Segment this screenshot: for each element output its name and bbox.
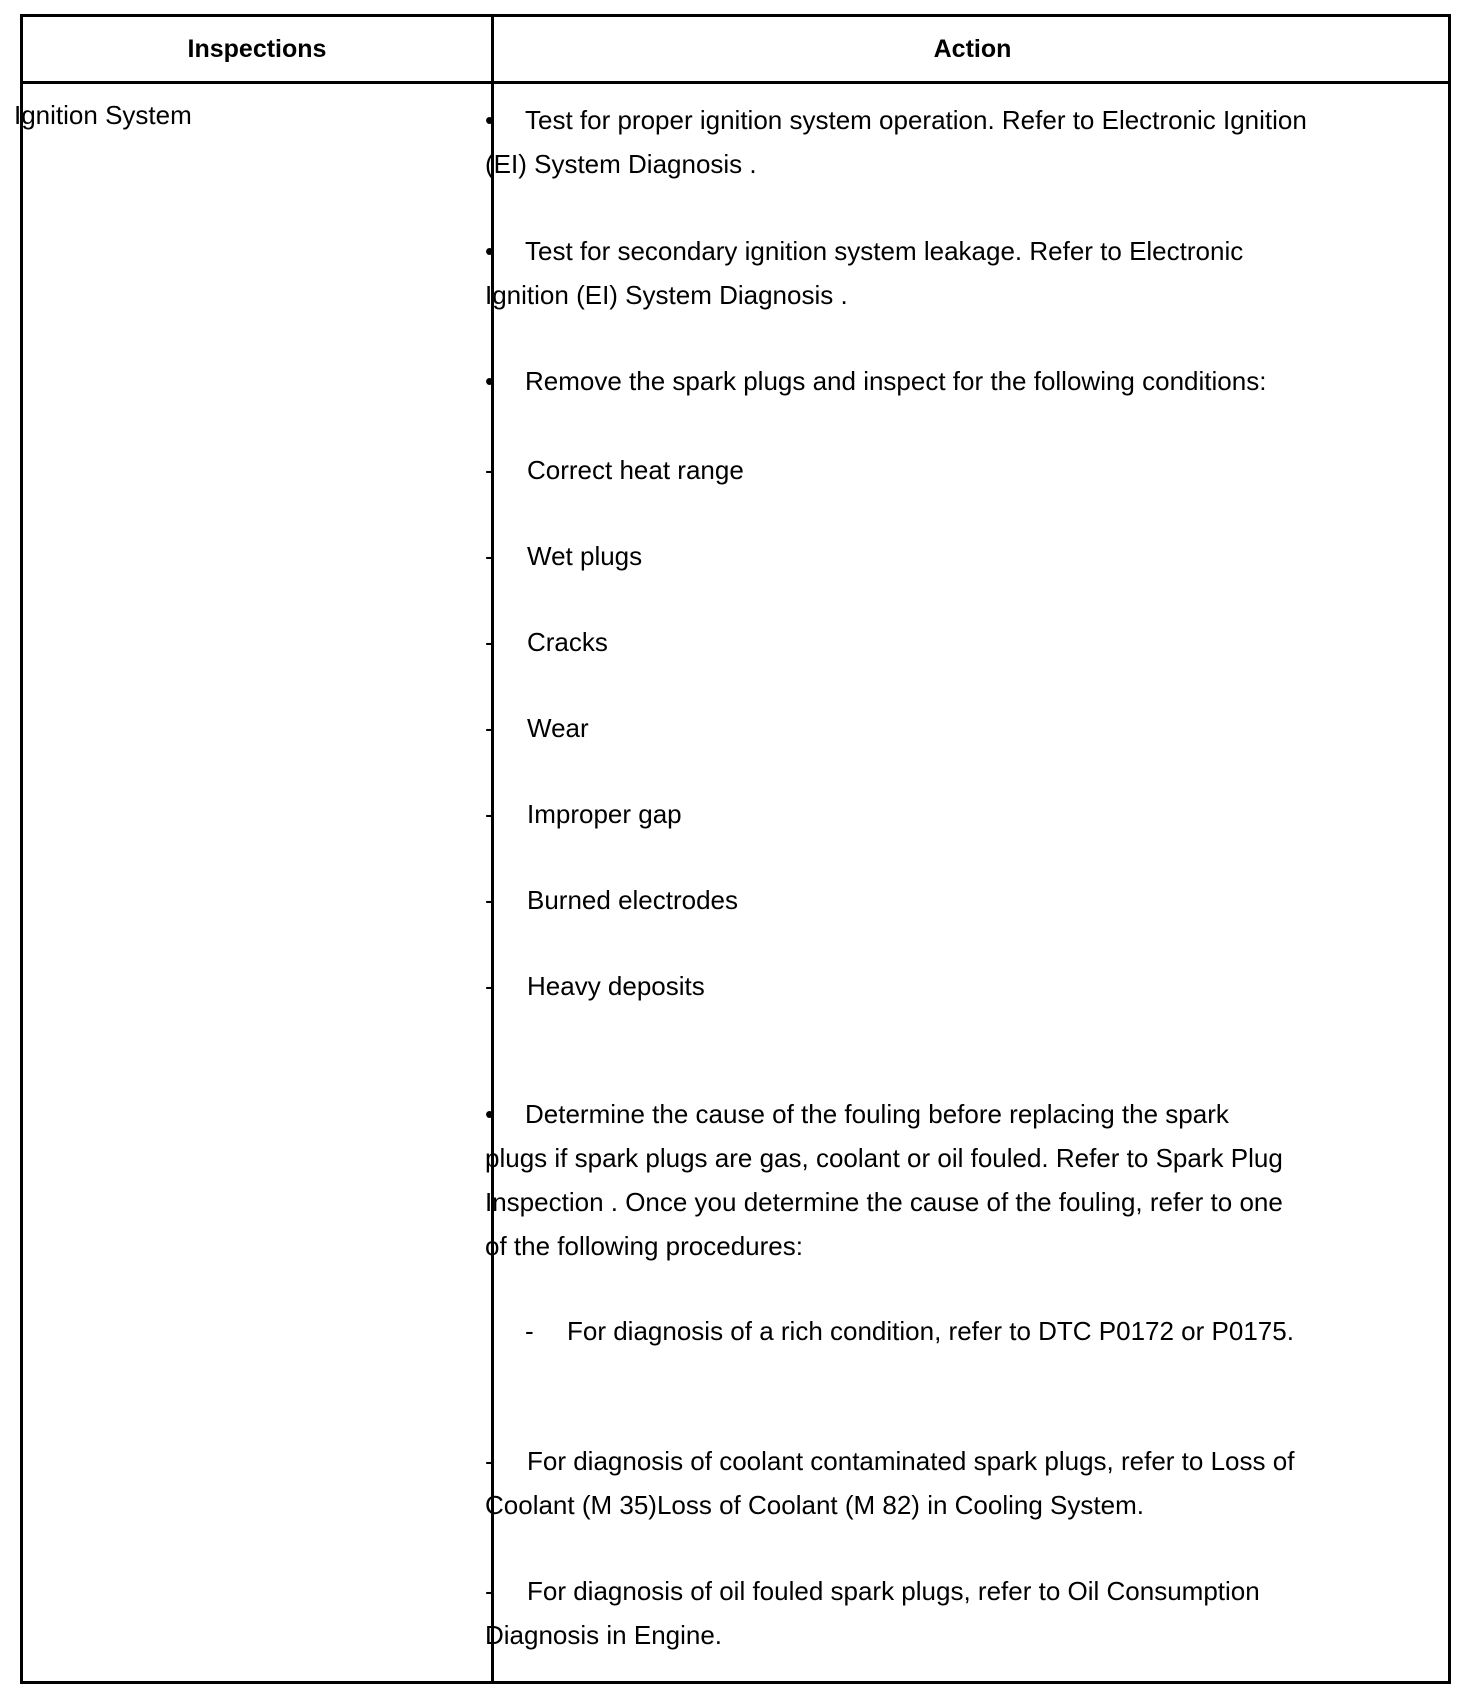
action-item: [485, 1092, 1365, 1268]
condition-text: Cracks: [527, 627, 608, 657]
procedure-text: For diagnosis of a rich condition, refer to DTC P0172 or P0175.: [567, 1316, 1294, 1346]
action-text: Remove the spark plugs and inspect for the following conditions:: [525, 366, 1267, 396]
header-action: Action: [933, 35, 1012, 63]
dash-marker: -: [485, 799, 494, 829]
action-text: (EI) System Diagnosis .: [485, 149, 757, 179]
condition-text: Wet plugs: [527, 541, 643, 571]
dash-marker: -: [525, 1316, 534, 1346]
condition-item: [485, 878, 1365, 922]
procedure-item: [485, 1439, 1365, 1527]
inspection-cell: Ignition System: [14, 100, 192, 130]
bullet-marker: •: [485, 236, 495, 266]
action-item: [485, 359, 1365, 403]
action-text: of the following procedures:: [485, 1231, 803, 1261]
action-text: Ignition (EI) System Diagnosis .: [485, 280, 848, 310]
condition-item: [485, 706, 1365, 750]
bullet-marker: •: [485, 1099, 495, 1129]
procedure-text: Coolant (M 35)Loss of Coolant (M 82) in Cooling System.: [485, 1490, 1144, 1520]
condition-item: [485, 448, 1365, 492]
procedure-text: For diagnosis of oil fouled spark plugs, refer to Oil Consumption: [527, 1576, 1260, 1606]
action-item: [485, 229, 1365, 317]
condition-item: [485, 534, 1365, 578]
action-text: Determine the cause of the fouling before replacing the spark: [525, 1099, 1229, 1129]
action-text: Inspection . Once you determine the cause of the fouling, refer to one: [485, 1187, 1283, 1217]
condition-text: Correct heat range: [527, 455, 744, 485]
header-divider: [23, 81, 1448, 84]
bullet-marker: •: [485, 366, 495, 396]
condition-text: Burned electrodes: [527, 885, 739, 915]
action-text: plugs if spark plugs are gas, coolant or oil fouled. Refer to Spark Plug: [485, 1143, 1283, 1173]
dash-marker: -: [485, 627, 494, 657]
procedure-text: For diagnosis of coolant contaminated spark plugs, refer to Loss of: [527, 1446, 1295, 1476]
condition-text: Improper gap: [527, 799, 682, 829]
action-item: [485, 98, 1365, 186]
procedure-item: [485, 1569, 1365, 1657]
bullet-marker: •: [485, 105, 495, 135]
procedure-item: [525, 1309, 1405, 1353]
condition-item: [485, 964, 1365, 1008]
dash-marker: -: [485, 1576, 494, 1606]
dash-marker: -: [485, 541, 494, 571]
condition-text: Heavy deposits: [527, 971, 705, 1001]
condition-item: [485, 620, 1365, 664]
action-text: Test for proper ignition system operation. Refer to Electronic Ignition: [525, 105, 1307, 135]
dash-marker: -: [485, 713, 494, 743]
action-text: Test for secondary ignition system leakage. Refer to Electronic: [525, 236, 1244, 266]
condition-text: Wear: [527, 713, 589, 743]
procedure-text: Diagnosis in Engine.: [485, 1620, 723, 1650]
dash-marker: -: [485, 1446, 494, 1476]
dash-marker: -: [485, 455, 494, 485]
dash-marker: -: [485, 971, 494, 1001]
condition-item: [485, 792, 1365, 836]
header-inspections: Inspections: [187, 35, 327, 63]
dash-marker: -: [485, 885, 494, 915]
